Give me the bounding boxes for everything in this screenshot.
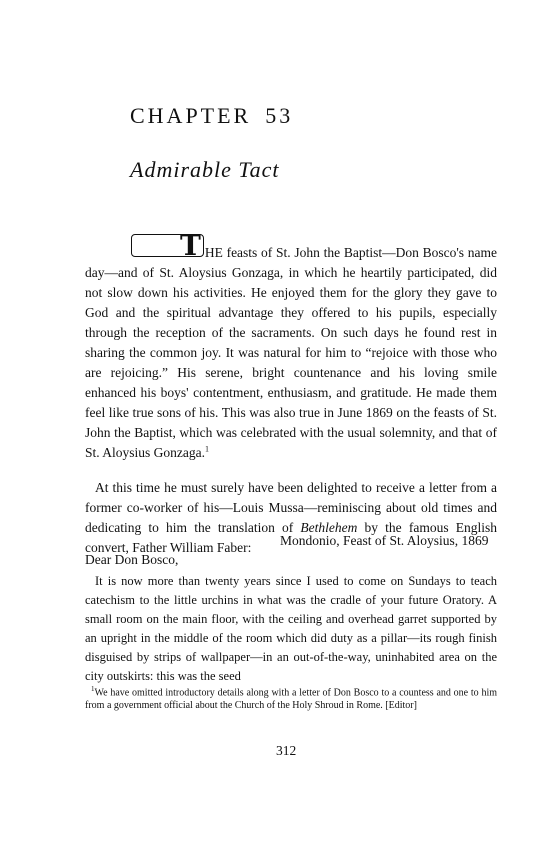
footnote: [85, 683, 497, 712]
drop-cap-letter: T: [131, 234, 204, 257]
paragraph-2-text-after: by the famous English convert, Father William Faber:: [85, 520, 497, 555]
footnote-text: We have omitted introductory details along with a letter of Don Bosco to a countess and one to him from a government official about the Church of the Holy Shroud in Rome. [Editor]: [85, 687, 497, 712]
page-number: 312: [276, 743, 297, 758]
letter-salutation: Dear Don Bosco,: [85, 552, 179, 567]
footnote-reference: 1: [205, 444, 209, 454]
letter-body: It is now more than twenty years since I used to come on Sundays to teach catechism to the little urchins in what was the cradle of your future Oratory. A small room on the main floor, with the ceiling and overhead garret supported by an upright in the middle of the room which did duty as a pillar—its rough finish disguised by strips of wallpaper—in an out-of-the-way, uninhabited area on the city outskirts: this was the seed: [85, 574, 497, 683]
book-title-italic: Bethlehem: [300, 520, 358, 535]
letter-place-date: Mondonio, Feast of St. Aloysius, 1869: [280, 533, 489, 548]
chapter-title: Admirable Tact: [130, 157, 280, 182]
chapter-label: CHAPTER: [130, 103, 252, 128]
chapter-heading: [130, 103, 293, 129]
paragraph-1-text: HE feasts of St. John the Baptist—Don Bosco's name day—and of St. Aloysius Gonzaga, in which he heartily participated, did not slow down his activities. He enjoyed them for the glory they gave to God and the spiritual advantage they offered to his pupils, especially through the reception of the sacraments. On such days he found rest in sharing the common joy. It was natural for him to “rejoice with those who are rejoicing.” His serene, bright countenance and his loving smile enhanced his boys' contentment, enthusiasm, and gratitude. He made them feel like true sons of his. This was also true in June 1869 on the feasts of St. John the Baptist, which was celebrated with the usual solemnity, and that of St. Aloysius Gonzaga.: [85, 245, 497, 460]
paragraph-2-text-before: At this time he must surely have been delighted to receive a letter from a former co-worker of his—Louis Mussa—reminiscing about old times and dedicating to him the translation of: [85, 480, 497, 535]
paragraph-1: [85, 229, 497, 463]
footnote-marker: 1: [91, 685, 95, 693]
chapter-number: 53: [265, 103, 294, 128]
